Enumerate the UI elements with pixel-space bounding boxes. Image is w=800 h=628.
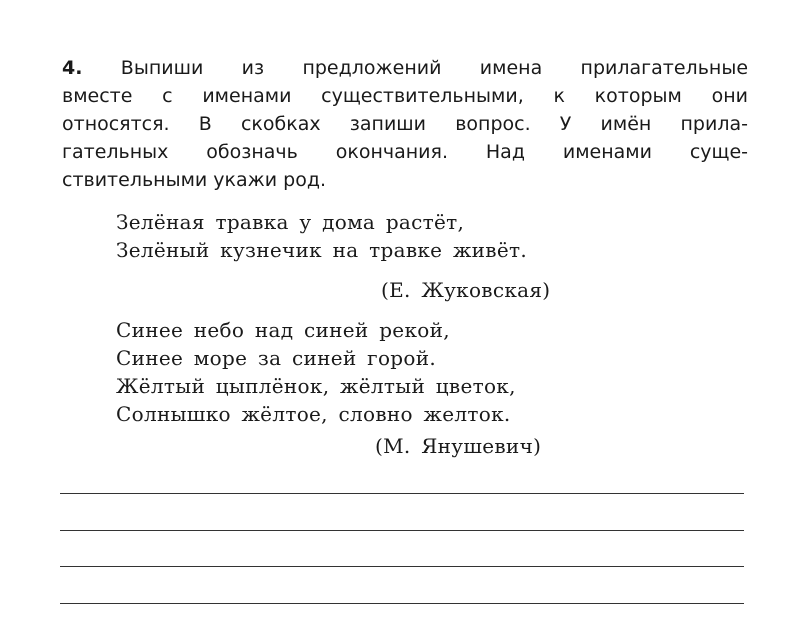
poem-2	[116, 316, 516, 428]
poem-1-author: (Е. Жуковская)	[381, 278, 551, 302]
poem-2-line-3: Жёлтый цыплёнок, жёлтый цветок,	[116, 374, 516, 398]
answer-line-1[interactable]	[60, 493, 744, 494]
poem-2-line-4: Солнышко жёлтое, словно желток.	[116, 402, 511, 426]
task-line-1-text: Выпиши из предложений имена прилагательные	[120, 57, 749, 79]
task-text	[62, 54, 748, 194]
answer-line-2[interactable]	[60, 530, 744, 531]
task-line-4: гательных обозначь окончания. Над именами суще-	[62, 141, 748, 163]
task-line-5: ствительными укажи род.	[62, 169, 327, 191]
poem-2-line-2: Синее море за синей горой.	[116, 346, 437, 370]
task-number: 4.	[62, 57, 83, 79]
answer-line-3[interactable]	[60, 566, 744, 567]
task-line-1	[62, 54, 748, 82]
poem-1-line-1: Зелёная травка у дома растёт,	[116, 210, 465, 234]
task-line-2: вместе с именами существительными, к которым они	[62, 85, 748, 107]
poem-1	[116, 208, 527, 264]
task-line-3: относятся. В скобках запиши вопрос. У имён прила-	[62, 113, 748, 135]
poem-1-line-2: Зелёный кузнечик на травке живёт.	[116, 238, 528, 262]
poem-2-line-1: Синее небо над синей рекой,	[116, 318, 450, 342]
answer-line-4[interactable]	[60, 603, 744, 604]
poem-2-author: (М. Янушевич)	[375, 434, 542, 458]
